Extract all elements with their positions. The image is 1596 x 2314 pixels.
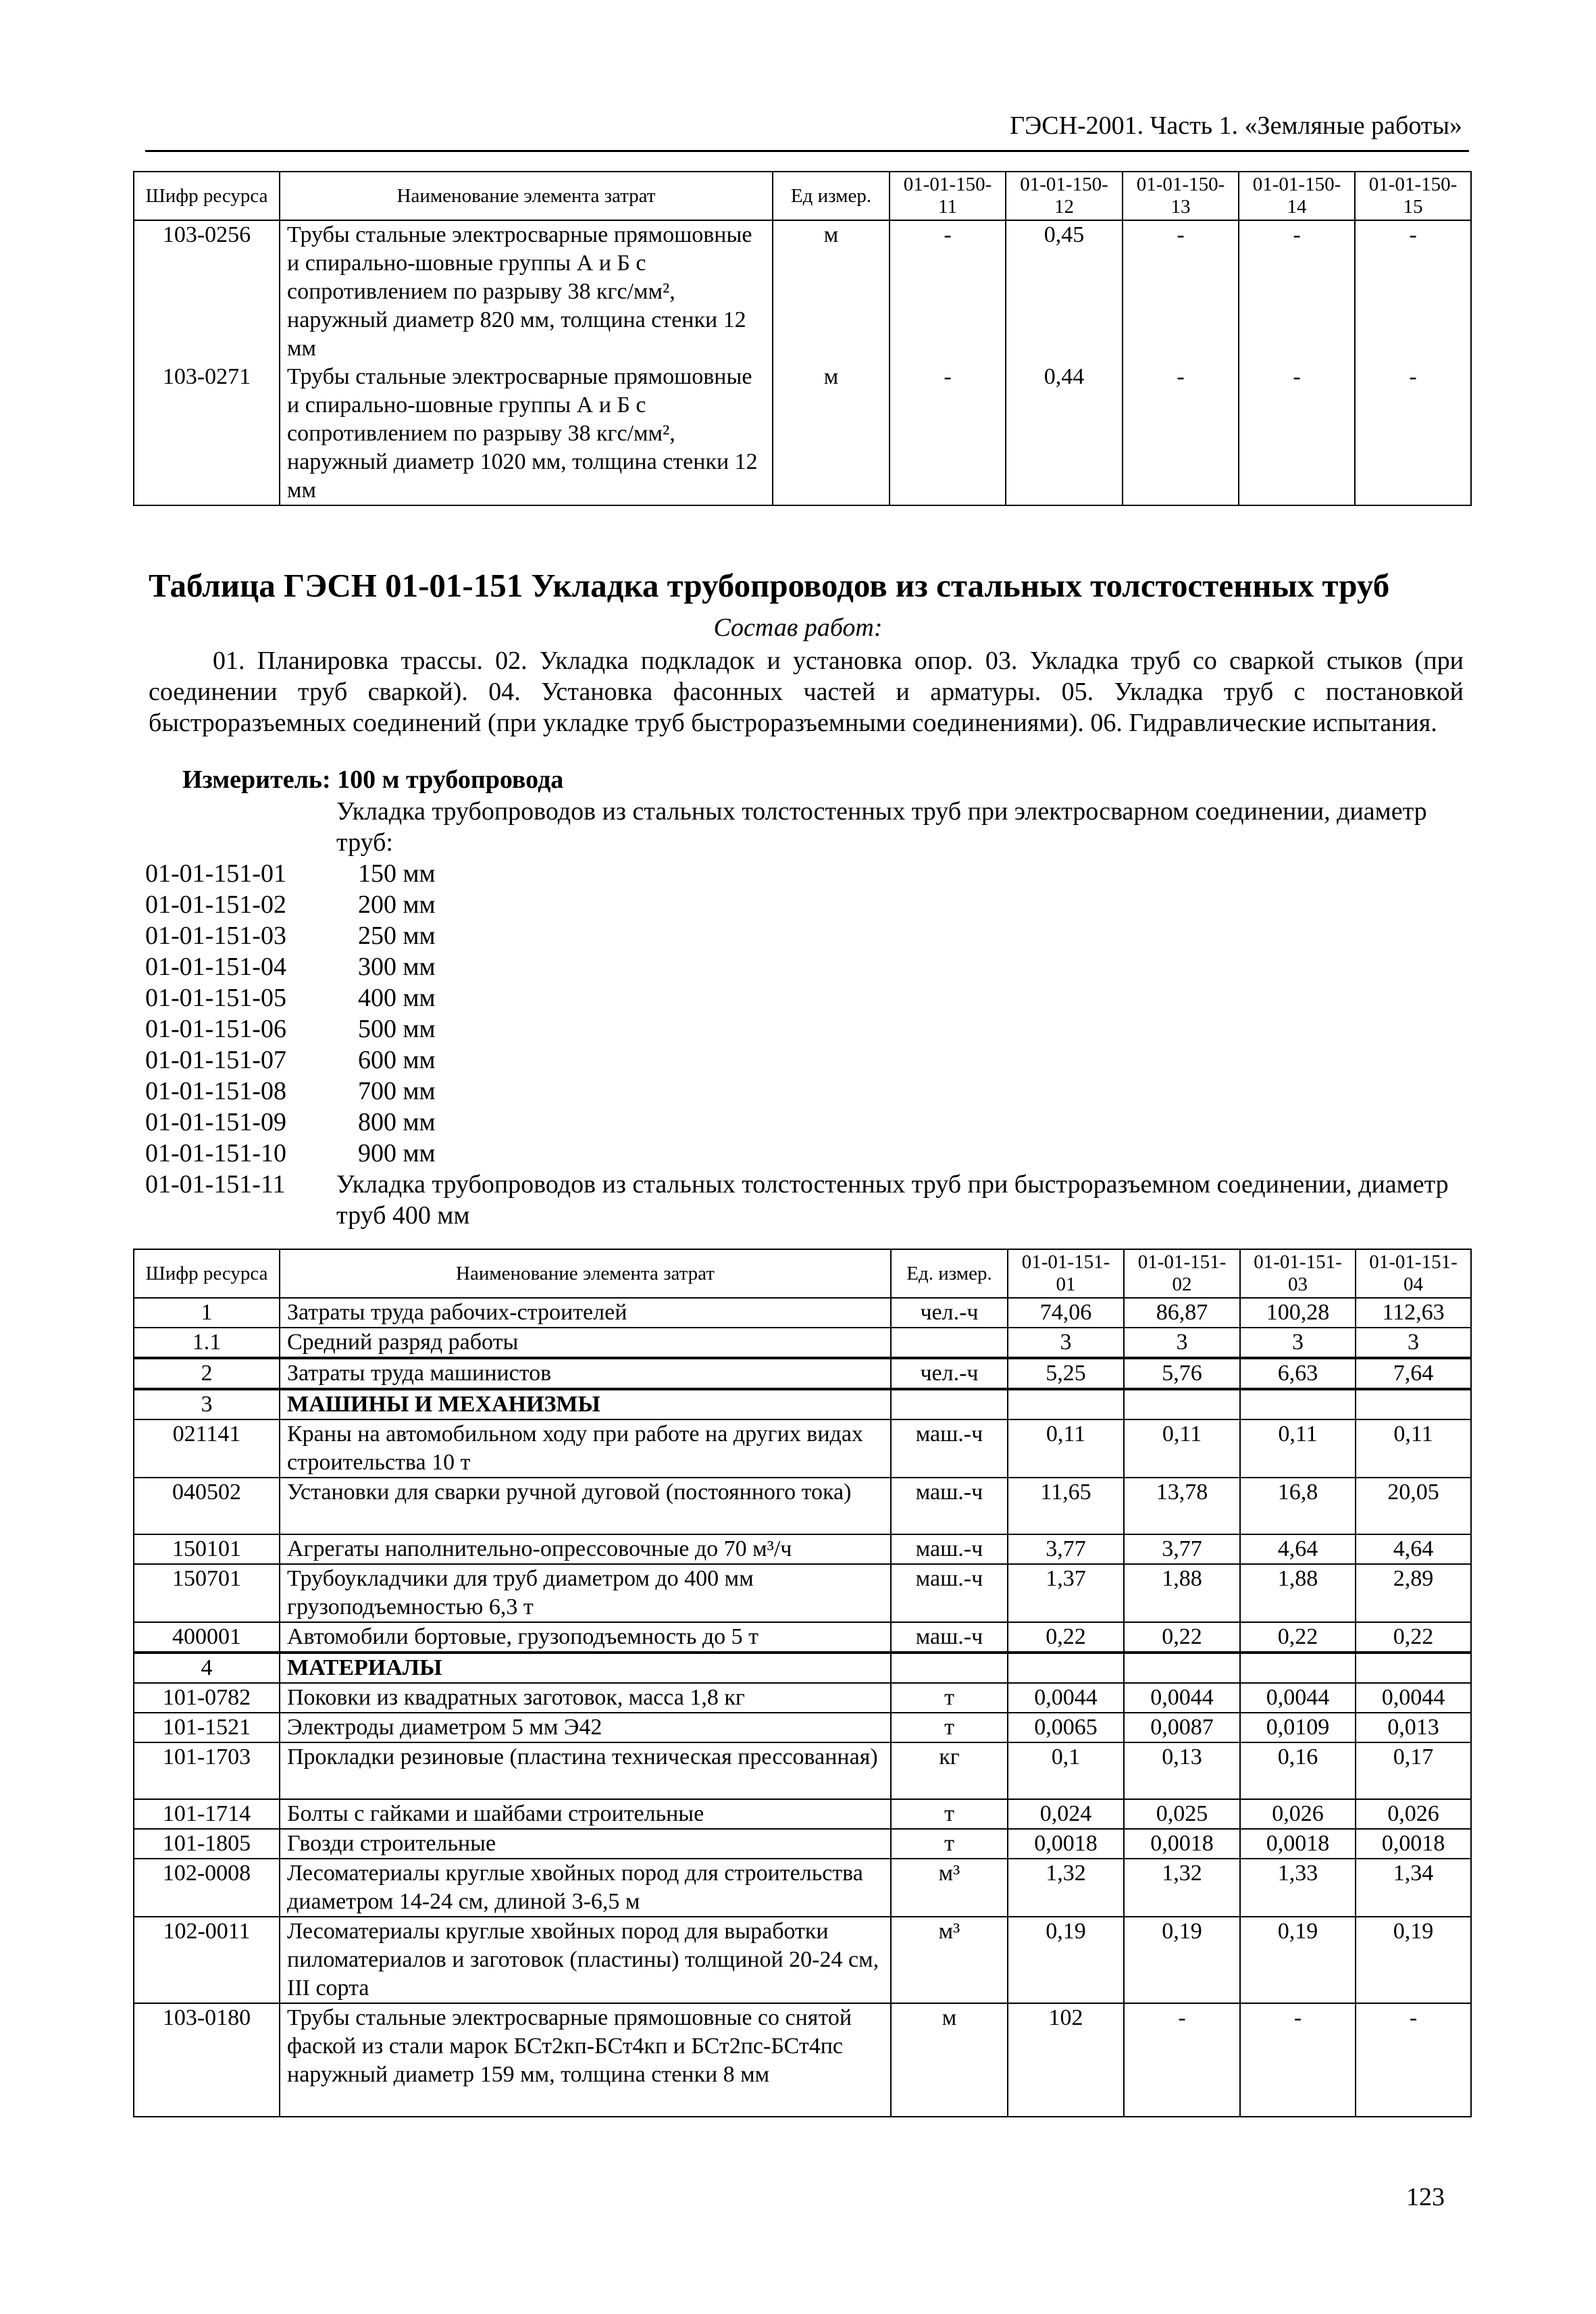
cell-value xyxy=(1356,1389,1471,1419)
table-row xyxy=(134,2003,1471,2117)
cell-unit: маш.-ч xyxy=(891,1622,1008,1653)
codes-intro: Укладка трубопроводов из стальных толстостенных труб при электросварном соединении, диаметр труб: xyxy=(336,797,1427,857)
table-row xyxy=(134,1653,1471,1683)
cell-name: Лесоматериалы круглые хвойных пород для выработки пиломатериалов и заготовок (пластины) толщиной 20-24 см, III сорта xyxy=(280,1917,891,2003)
cell-value: 0,026 xyxy=(1356,1799,1471,1829)
works-description: 01. Планировка трассы. 02. Укладка подкладок и установка опор. 03. Укладка труб со сваркой стыков (при соединении труб сваркой). 04. Установка фасонных частей и арматуры. 05. Укладка труб с постановкой быстроразъемных соединений (при укладке труб быстроразъемными соединениями). 06. Гидравлические испытания. xyxy=(149,647,1464,737)
cell-value: 0,0109 xyxy=(1240,1713,1356,1742)
cell-value: - xyxy=(1356,2003,1471,2117)
cell-unit xyxy=(891,1389,1008,1419)
cell-name: МАШИНЫ И МЕХАНИЗМЫ xyxy=(280,1389,891,1419)
table-row xyxy=(134,1419,1471,1478)
cell-value: 3 xyxy=(1124,1328,1240,1358)
col-name: Наименование элемента затрат xyxy=(280,172,773,220)
cell-value: 0,22 xyxy=(1124,1622,1240,1653)
cell-value: 0,19 xyxy=(1008,1917,1124,2003)
table-prev xyxy=(133,171,1472,506)
cell-value: 6,63 xyxy=(1240,1358,1356,1389)
cell-unit: т xyxy=(891,1799,1008,1829)
cell-unit: т xyxy=(891,1829,1008,1859)
cell-value: 0,0018 xyxy=(1240,1829,1356,1859)
cell-unit xyxy=(891,1653,1008,1683)
norm-code: 01-01-151-01 xyxy=(145,859,286,888)
cell-value: - xyxy=(890,363,1006,505)
code-list xyxy=(145,858,436,1169)
col-norm: 01-01-151-03 xyxy=(1240,1249,1356,1298)
col-norm: 01-01-151-02 xyxy=(1124,1249,1240,1298)
cell-value: - xyxy=(1239,220,1355,363)
cell-value: 3,77 xyxy=(1124,1534,1240,1564)
cell-value: 3,77 xyxy=(1008,1534,1124,1564)
cell-value: - xyxy=(890,220,1006,363)
cell-name: Краны на автомобильном ходу при работе на других видах строительства 10 т xyxy=(280,1419,891,1478)
cell-value: 0,1 xyxy=(1008,1742,1124,1799)
norm-code: 01-01-151-10 xyxy=(145,1139,286,1167)
cell-unit: маш.-ч xyxy=(891,1419,1008,1478)
col-code: Шифр ресурса xyxy=(134,172,280,220)
cell-value: 1,33 xyxy=(1240,1859,1356,1917)
cell-name: Трубы стальные электросварные прямошовные и спирально-шовные группы А и Б с сопротивлением по разрыву 38 кгс/мм², наружный диаметр 1020 мм, толщина стенки 12 мм xyxy=(280,363,773,505)
cell-unit: т xyxy=(891,1713,1008,1742)
cell-code: 150101 xyxy=(134,1534,280,1564)
col-name: Наименование элемента затрат xyxy=(280,1249,891,1298)
table-main-header xyxy=(134,1249,1471,1298)
col-code: Шифр ресурса xyxy=(134,1249,280,1298)
cell-unit: чел.-ч xyxy=(891,1298,1008,1328)
table-row xyxy=(134,1298,1471,1328)
cell-value: 3 xyxy=(1356,1328,1471,1358)
cell-unit: кг xyxy=(891,1742,1008,1799)
table-row xyxy=(134,1328,1471,1358)
cell-value: 0,0018 xyxy=(1356,1829,1471,1859)
norm-code: 01-01-151-11 xyxy=(145,1170,286,1199)
cell-code: 101-1805 xyxy=(134,1829,280,1859)
cell-value: 4,64 xyxy=(1240,1534,1356,1564)
list-item xyxy=(145,1138,436,1169)
norm-code: 01-01-151-05 xyxy=(145,984,286,1012)
norm-code: 01-01-151-06 xyxy=(145,1015,286,1043)
cell-value: 0,13 xyxy=(1124,1742,1240,1799)
table-row xyxy=(134,1917,1471,2003)
cell-name: Затраты труда машинистов xyxy=(280,1358,891,1389)
table-row xyxy=(134,1799,1471,1829)
cell-value: 0,0018 xyxy=(1124,1829,1240,1859)
cell-unit: т xyxy=(891,1683,1008,1713)
norm-code: 01-01-151-08 xyxy=(145,1077,286,1105)
cell-value: 0,0044 xyxy=(1124,1683,1240,1713)
cell-value: 0,013 xyxy=(1356,1713,1471,1742)
cell-unit: маш.-ч xyxy=(891,1564,1008,1622)
cell-code: 4 xyxy=(134,1653,280,1683)
cell-name: Гвозди строительные xyxy=(280,1829,891,1859)
cell-value: 4,64 xyxy=(1356,1534,1471,1564)
pipe-diameter: 800 мм xyxy=(358,1108,436,1136)
pipe-diameter: 400 мм xyxy=(358,984,436,1012)
table-row xyxy=(134,1683,1471,1713)
table-row xyxy=(134,220,1471,363)
cell-code: 040502 xyxy=(134,1478,280,1534)
cell-value: 100,28 xyxy=(1240,1298,1356,1328)
cell-value: - xyxy=(1123,220,1239,363)
cell-value: 0,19 xyxy=(1356,1917,1471,2003)
norm-code: 01-01-151-03 xyxy=(145,922,286,950)
cell-value: 0,0044 xyxy=(1008,1683,1124,1713)
cell-unit xyxy=(891,1328,1008,1358)
cell-value: 0,17 xyxy=(1356,1742,1471,1799)
cell-code: 101-1703 xyxy=(134,1742,280,1799)
list-item xyxy=(145,951,436,982)
list-item xyxy=(145,982,436,1013)
list-item xyxy=(145,889,436,920)
cell-code: 150701 xyxy=(134,1564,280,1622)
composition-heading: Состав работ: xyxy=(713,613,883,642)
cell-value: 3 xyxy=(1240,1328,1356,1358)
table-row xyxy=(134,1389,1471,1419)
pipe-diameter: 200 мм xyxy=(358,890,436,919)
table-row xyxy=(134,1478,1471,1534)
cell-code: 102-0008 xyxy=(134,1859,280,1917)
col-norm: 01-01-150-15 xyxy=(1355,172,1471,220)
meter-label: Измеритель: 100 м трубопровода xyxy=(182,765,564,794)
cell-name: МАТЕРИАЛЫ xyxy=(280,1653,891,1683)
cell-value: 0,19 xyxy=(1240,1917,1356,2003)
section-title: Таблица ГЭСН 01-01-151 Укладка трубопроводов из стальных толстостенных труб xyxy=(149,567,1390,604)
cell-value: 0,11 xyxy=(1356,1419,1471,1478)
cell-value: 1,34 xyxy=(1356,1859,1471,1917)
cell-name: Установки для сварки ручной дуговой (постоянного тока) xyxy=(280,1478,891,1534)
cell-value: - xyxy=(1123,363,1239,505)
table-row xyxy=(134,363,1471,505)
cell-value xyxy=(1240,1653,1356,1683)
cell-value: 5,25 xyxy=(1008,1358,1124,1389)
cell-unit: м xyxy=(773,220,890,363)
cell-name: Лесоматериалы круглые хвойных пород для строительства диаметром 14-24 см, длиной 3-6,5 м xyxy=(280,1859,891,1917)
pipe-diameter: 500 мм xyxy=(358,1015,436,1043)
col-norm: 01-01-150-11 xyxy=(890,172,1006,220)
list-item xyxy=(145,920,436,951)
cell-value: 16,8 xyxy=(1240,1478,1356,1534)
table-row xyxy=(134,1829,1471,1859)
pipe-diameter: 250 мм xyxy=(358,922,436,950)
cell-unit: м³ xyxy=(891,1917,1008,2003)
cell-value: 0,0018 xyxy=(1008,1829,1124,1859)
pipe-diameter: 150 мм xyxy=(358,859,436,888)
list-item xyxy=(145,1076,436,1107)
cell-value: 1,37 xyxy=(1008,1564,1124,1622)
norm-code: 01-01-151-02 xyxy=(145,890,286,919)
cell-code: 103-0256 xyxy=(134,220,280,363)
cell-value: 7,64 xyxy=(1356,1358,1471,1389)
cell-name: Трубы стальные электросварные прямошовные со снятой фаской из стали марок БСт2кп-БСт4кп и БСт2пс-БСт4пс наружный диаметр 159 мм, толщина стенки 8 мм xyxy=(280,2003,891,2117)
cell-value: - xyxy=(1239,363,1355,505)
cell-value: 13,78 xyxy=(1124,1478,1240,1534)
cell-value: - xyxy=(1240,2003,1356,2117)
cell-value xyxy=(1124,1389,1240,1419)
cell-value: 0,026 xyxy=(1240,1799,1356,1829)
cell-name: Поковки из квадратных заготовок, масса 1,8 кг xyxy=(280,1683,891,1713)
pipe-diameter: 600 мм xyxy=(358,1046,436,1074)
norm-code: 01-01-151-09 xyxy=(145,1108,286,1136)
cell-code: 1.1 xyxy=(134,1328,280,1358)
cell-value: 0,0087 xyxy=(1124,1713,1240,1742)
cell-value: 0,11 xyxy=(1124,1419,1240,1478)
col-norm: 01-01-150-12 xyxy=(1006,172,1123,220)
running-header xyxy=(145,109,1469,152)
cell-value: 112,63 xyxy=(1356,1298,1471,1328)
norm-code: 01-01-151-04 xyxy=(145,953,286,981)
cell-value: 0,22 xyxy=(1008,1622,1124,1653)
cell-unit: чел.-ч xyxy=(891,1358,1008,1389)
table-row xyxy=(134,1713,1471,1742)
cell-name: Средний разряд работы xyxy=(280,1328,891,1358)
cell-unit: м xyxy=(891,2003,1008,2117)
cell-unit: маш.-ч xyxy=(891,1534,1008,1564)
cell-code: 101-1521 xyxy=(134,1713,280,1742)
pipe-diameter: 700 мм xyxy=(358,1077,436,1105)
cell-code: 3 xyxy=(134,1389,280,1419)
cell-value: 0,0044 xyxy=(1240,1683,1356,1713)
table-row xyxy=(134,1622,1471,1653)
cell-value xyxy=(1008,1653,1124,1683)
cell-name: Агрегаты наполнительно-опрессовочные до 70 м³/ч xyxy=(280,1534,891,1564)
cell-name: Трубы стальные электросварные прямошовные и спирально-шовные группы А и Б с сопротивлением по разрыву 38 кгс/мм², наружный диаметр 820 мм, толщина стенки 12 мм xyxy=(280,220,773,363)
cell-code: 021141 xyxy=(134,1419,280,1478)
cell-value: 2,89 xyxy=(1356,1564,1471,1622)
col-unit: Ед. измер. xyxy=(891,1249,1008,1298)
running-title: ГЭСН-2001. Часть 1. «Земляные работы» xyxy=(1010,111,1462,140)
cell-value: 0,22 xyxy=(1240,1622,1356,1653)
cell-unit: маш.-ч xyxy=(891,1478,1008,1534)
cell-value xyxy=(1008,1389,1124,1419)
norm-description: Укладка трубопроводов из стальных толстостенных труб при быстроразъемном соединении, диаметр труб 400 мм xyxy=(336,1170,1449,1230)
table-row xyxy=(134,1358,1471,1389)
table-row xyxy=(134,1859,1471,1917)
cell-value: 3 xyxy=(1008,1328,1124,1358)
cell-value: 0,11 xyxy=(1240,1419,1356,1478)
cell-name: Электроды диаметром 5 мм Э42 xyxy=(280,1713,891,1742)
list-item xyxy=(145,1107,436,1138)
cell-code: 101-0782 xyxy=(134,1683,280,1713)
cell-value: 102 xyxy=(1008,2003,1124,2117)
cell-value: 20,05 xyxy=(1356,1478,1471,1534)
cell-code: 102-0011 xyxy=(134,1917,280,2003)
pipe-diameter: 900 мм xyxy=(358,1139,436,1167)
cell-value: 0,45 xyxy=(1006,220,1123,363)
col-unit: Ед измер. xyxy=(773,172,890,220)
table-row xyxy=(134,1534,1471,1564)
cell-value xyxy=(1240,1389,1356,1419)
col-norm: 01-01-150-13 xyxy=(1123,172,1239,220)
cell-name: Трубоукладчики для труб диаметром до 400 мм грузоподъемностью 6,3 т xyxy=(280,1564,891,1622)
cell-code: 400001 xyxy=(134,1622,280,1653)
cell-value: 0,0065 xyxy=(1008,1713,1124,1742)
cell-code: 2 xyxy=(134,1358,280,1389)
cell-value: 0,11 xyxy=(1008,1419,1124,1478)
table-main xyxy=(133,1249,1472,2117)
cell-unit: м³ xyxy=(891,1859,1008,1917)
col-norm: 01-01-150-14 xyxy=(1239,172,1355,220)
table-prev-header xyxy=(134,172,1471,220)
cell-unit: м xyxy=(773,363,890,505)
cell-value: 5,76 xyxy=(1124,1358,1240,1389)
list-item xyxy=(145,858,436,889)
table-row xyxy=(134,1564,1471,1622)
cell-value: 1,88 xyxy=(1240,1564,1356,1622)
cell-name: Прокладки резиновые (пластина техническая прессованная) xyxy=(280,1742,891,1799)
cell-value: 1,32 xyxy=(1008,1859,1124,1917)
list-item xyxy=(145,1045,436,1076)
cell-value: 0,025 xyxy=(1124,1799,1240,1829)
cell-value: 0,44 xyxy=(1006,363,1123,505)
cell-code: 103-0271 xyxy=(134,363,280,505)
cell-code: 101-1714 xyxy=(134,1799,280,1829)
cell-value: 0,22 xyxy=(1356,1622,1471,1653)
cell-value xyxy=(1356,1653,1471,1683)
cell-value: 11,65 xyxy=(1008,1478,1124,1534)
cell-value: 1,32 xyxy=(1124,1859,1240,1917)
list-item xyxy=(145,1013,436,1045)
col-norm: 01-01-151-01 xyxy=(1008,1249,1124,1298)
cell-value: 0,16 xyxy=(1240,1742,1356,1799)
cell-value: 86,87 xyxy=(1124,1298,1240,1328)
cell-value: - xyxy=(1355,363,1471,505)
pipe-diameter: 300 мм xyxy=(358,953,436,981)
cell-name: Автомобили бортовые, грузоподъемность до 5 т xyxy=(280,1622,891,1653)
cell-code: 103-0180 xyxy=(134,2003,280,2117)
cell-value: 74,06 xyxy=(1008,1298,1124,1328)
cell-name: Затраты труда рабочих-строителей xyxy=(280,1298,891,1328)
cell-value: 1,88 xyxy=(1124,1564,1240,1622)
cell-value: - xyxy=(1124,2003,1240,2117)
norm-code: 01-01-151-07 xyxy=(145,1046,286,1074)
table-main-body xyxy=(134,1298,1471,2117)
col-norm: 01-01-151-04 xyxy=(1356,1249,1471,1298)
page-number: 123 xyxy=(1406,2183,1445,2211)
cell-value: 0,0044 xyxy=(1356,1683,1471,1713)
cell-value: 0,024 xyxy=(1008,1799,1124,1829)
table-row xyxy=(134,1742,1471,1799)
cell-value: 0,19 xyxy=(1124,1917,1240,2003)
cell-value xyxy=(1124,1653,1240,1683)
cell-name: Болты с гайками и шайбами строительные xyxy=(280,1799,891,1829)
cell-value: - xyxy=(1355,220,1471,363)
cell-code: 1 xyxy=(134,1298,280,1328)
